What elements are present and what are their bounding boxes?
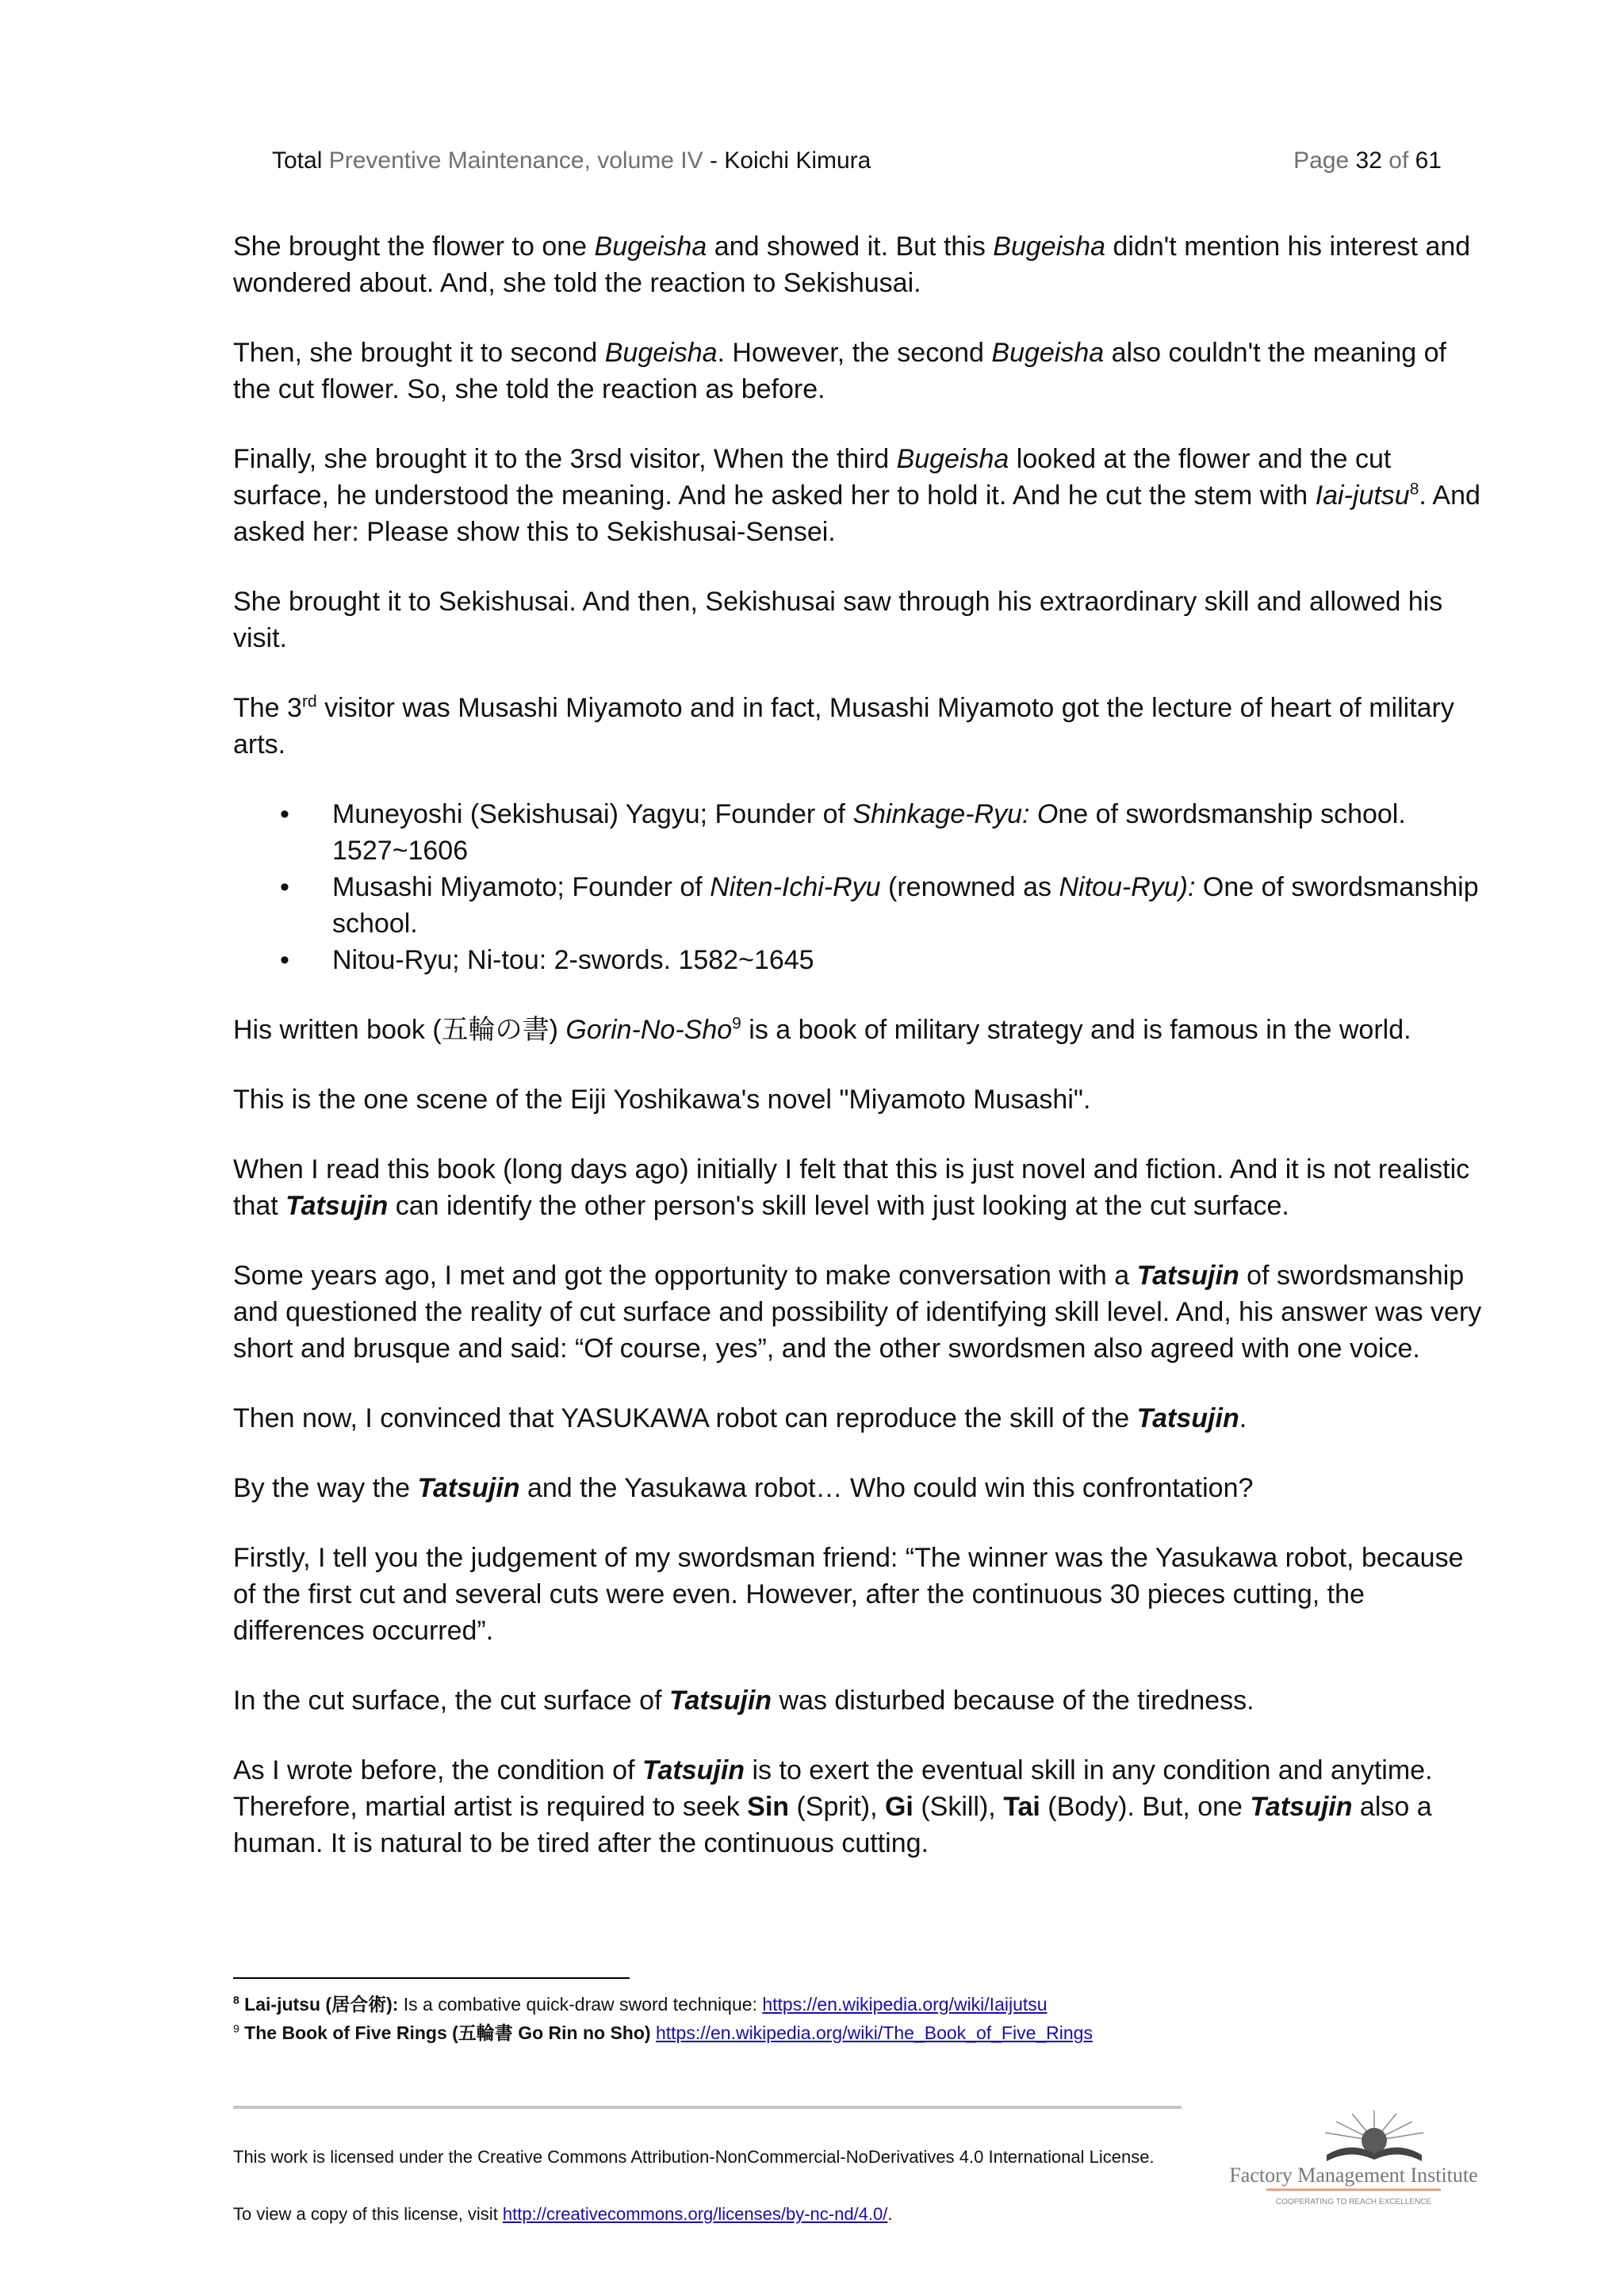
list-item: • Nitou-Ryu; Ni-tou: 2-swords. 1582~1645 [332, 942, 1486, 978]
footnote-ref[interactable]: 8 [1409, 480, 1419, 499]
paragraph: As I wrote before, the condition of Tatsujin is to exert the eventual skill in any condition and anytime. Therefore, martial artist is required to seek Sin (Sprit), Gi (Skill), Tai (Body). But, one Tatsujin also a human. It is natural to be tired after the continuous cutting. [233, 1755, 1433, 1858]
footnote-9: $^9$ The Book of Five Rings (五輪書 Go Rin no Sho) https://en.wikipedia.org/wiki/The_Book_of_Five_Rings [233, 2022, 1093, 2043]
license-link[interactable]: http://creativecommons.org/licenses/by-nc-nd/4.0/ [502, 2204, 888, 2224]
footnote-ref[interactable]: 9 [732, 1014, 741, 1033]
paragraph: When I read this book (long days ago) initially I felt that this is just novel and fiction. And it is not realistic that Tatsujin can identify the other person's skill level with just looking at the cut surface. [233, 1154, 1470, 1221]
paragraph: Then now, I convinced that YASUKAWA robot can reproduce the skill of the Tatsujin. [233, 1403, 1247, 1433]
document-title: Total Preventive Maintenance, volume IV - Koichi Kimura [272, 147, 871, 174]
list-item: • Muneyoshi (Sekishusai) Yagyu; Founder of Shinkage-Ryu: One of swordsmanship school. 1527~1606 [332, 796, 1486, 869]
book-sunrise-icon [1225, 2109, 1479, 2220]
paragraph: She brought the flower to one Bugeisha and showed it. But this Bugeisha didn't mention his interest and wondered about. And, she told the reaction to Sekishusai. [233, 232, 1471, 298]
paragraph: In the cut surface, the cut surface of Tatsujin was disturbed because of the tiredness. [233, 1686, 1254, 1716]
paragraph: Some years ago, I met and got the opportunity to make conversation with a Tatsujin of swordsmanship and questioned the reality of cut surface and possibility of identifying skill level. And, his answer was very short and brusque and said: “Of course, yes”, and the other swordsmen also agreed with one voice. [233, 1261, 1482, 1364]
footnote-divider [233, 1977, 630, 1979]
body-text [233, 228, 1486, 1895]
paragraph: She brought it to Sekishusai. And then, Sekishusai saw through his extraordinary skill and allowed his visit. [233, 587, 1443, 653]
paragraph: Then, she brought it to second Bugeisha. However, the second Bugeisha also couldn't the meaning of the cut flower. So, she told the reaction as before. [233, 338, 1446, 404]
paragraph: This is the one scene of the Eiji Yoshikawa's novel "Miyamoto Musashi". [233, 1085, 1091, 1115]
license-visit: To view a copy of this license, visit http://creativecommons.org/licenses/by-nc-nd/4.0/. [233, 2204, 893, 2224]
list-item: • Musashi Miyamoto; Founder of Niten-Ichi-Ryu (renowned as Nitou-Ryu): One of swordsmanship school. [332, 869, 1486, 942]
paragraph: His written book (五輪の書) Gorin-No-Sho$^9$ is a book of military strategy and is famous in the world. [233, 1014, 1411, 1045]
footnotes [233, 1990, 1093, 2047]
paragraph: Firstly, I tell you the judgement of my swordsman friend: “The winner was the Yasukawa robot, because of the first cut and several cuts were even. However, after the continuous 30 pieces cutting, the differences occurred”. [233, 1543, 1464, 1646]
footnote-8: $^8$ Lai-jutsu (居合術): Is a combative quick-draw sword technique: https://en.wikipedia.org/wiki/Iaijutsu [233, 1993, 1048, 2015]
logo-tagline: COOPERATING TO REACH EXCELLENCE [1275, 2198, 1432, 2206]
page-header [272, 147, 1442, 179]
institute-logo [1225, 2109, 1479, 2220]
logo-name: Factory Management Institute [1229, 2164, 1478, 2187]
footnote-link[interactable]: https://en.wikipedia.org/wiki/Iaijutsu [762, 1994, 1048, 2015]
paragraph: The 3rd visitor was Musashi Miyamoto and in fact, Musashi Miyamoto got the lecture of heart of military arts. [233, 692, 1454, 760]
bullet-list [233, 796, 1486, 978]
footer-divider [233, 2106, 1182, 2109]
license-text: This work is licensed under the Creative Commons Attribution-NonCommercial-NoDerivatives 4.0 International License. [233, 2147, 1155, 2167]
paragraph: By the way the Tatsujin and the Yasukawa robot… Who could win this confrontation? [233, 1473, 1254, 1503]
paragraph: Finally, she brought it to the 3rsd visitor, When the third Bugeisha looked at the flower and the cut surface, he understood the meaning. And he asked her to hold it. And he cut the stem with Iai-jutsu$^8$. And asked her: Please show this to Sekishusai-Sensei. [233, 444, 1480, 547]
page-number: Page 32 of 61 [1293, 147, 1442, 174]
footnote-link[interactable]: https://en.wikipedia.org/wiki/The_Book_of_Five_Rings [655, 2022, 1093, 2043]
